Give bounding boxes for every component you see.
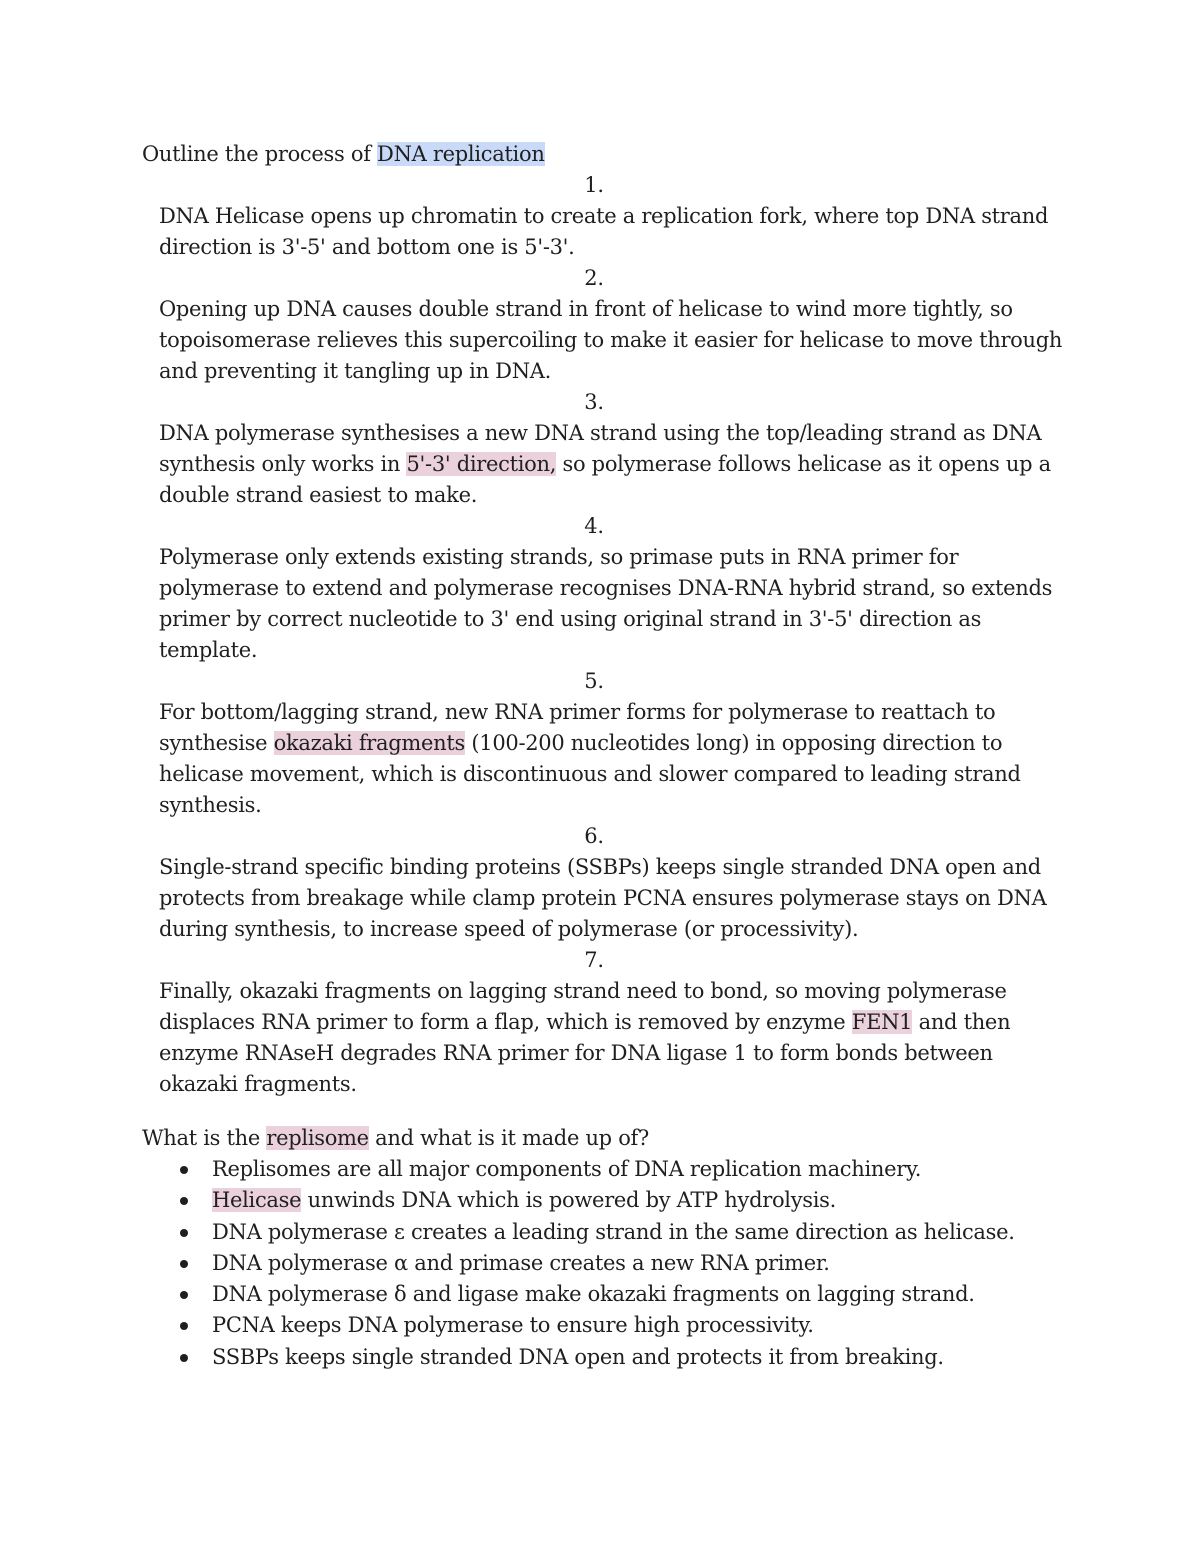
step-number: 7.	[584, 948, 604, 972]
bullet-icon	[180, 1291, 188, 1299]
step-line: DNA Helicase opens up chromatin to create a replication fork, where top DNA strand	[159, 204, 1049, 228]
highlight-helicase: Helicase	[212, 1188, 302, 1213]
list-item	[142, 1342, 1015, 1373]
bullet-icon	[180, 1197, 188, 1205]
question-text: and what is it made up of?	[368, 1126, 649, 1150]
step-line: Polymerase only extends existing strands, so primase puts in RNA primer for	[159, 545, 959, 569]
step-line: DNA polymerase synthesises a new DNA strand using the top/leading strand as DNA	[159, 421, 1042, 445]
step-line: template.	[159, 638, 258, 662]
bullet-icon	[180, 1166, 188, 1174]
step-line: protects from breakage while clamp protein PCNA ensures polymerase stays on DNA	[159, 886, 1047, 910]
step-line: during synthesis, to increase speed of polymerase (or processivity).	[159, 917, 859, 941]
step-line: and preventing it tangling up in DNA.	[159, 359, 552, 383]
step-line: polymerase to extend and polymerase recognises DNA-RNA hybrid strand, so extends	[159, 576, 1053, 600]
step-line-segment: so polymerase follows helicase as it opens up a	[556, 452, 1051, 476]
step-text	[159, 697, 1054, 821]
step-line	[159, 1007, 1054, 1038]
question-replisome	[142, 1123, 649, 1154]
replication-steps	[159, 170, 1063, 1100]
step-number: 6.	[584, 824, 604, 848]
bullet-icon	[180, 1322, 188, 1330]
bullet-text: Replisomes are all major components of DNA replication machinery.	[212, 1157, 922, 1181]
highlight-fen1: FEN1	[851, 1010, 913, 1034]
step-line-segment: displaces RNA primer to form a flap, which is removed by enzyme	[159, 1010, 852, 1034]
step-line: helicase movement, which is discontinuous and slower compared to leading strand	[159, 762, 1021, 786]
bullet-text: DNA polymerase α and primase creates a new RNA primer.	[212, 1250, 830, 1275]
step-line: primer by correct nucleotide to 3' end using original strand in 3'-5' direction as	[159, 607, 982, 631]
bullet-text: SSBPs keeps single stranded DNA open and protects it from breaking.	[212, 1344, 944, 1369]
bullet-icon	[180, 1354, 188, 1362]
list-item	[142, 1310, 1015, 1341]
list-item	[142, 1217, 1015, 1248]
bullet-text: DNA polymerase δ and ligase make okazaki fragments on lagging strand.	[212, 1282, 975, 1307]
step-line: okazaki fragments.	[159, 1072, 357, 1096]
step-line: synthesis.	[159, 793, 262, 817]
bullet-text: PCNA keeps DNA polymerase to ensure high processivity.	[212, 1313, 814, 1338]
step-text	[159, 201, 1054, 263]
step-line: direction is 3'-5' and bottom one is 5'-3'.	[159, 235, 575, 259]
question-text: What is the	[142, 1126, 267, 1150]
step-line: Finally, okazaki fragments on lagging strand need to bond, so moving polymerase	[159, 979, 1007, 1003]
step-number: 4.	[584, 514, 604, 538]
step-line	[159, 728, 1054, 759]
highlight-okazaki-fragments: okazaki fragments	[273, 731, 465, 755]
list-item	[142, 1279, 1015, 1310]
step-line: Opening up DNA causes double strand in front of helicase to wind more tightly, so	[159, 297, 1013, 321]
step-number: 3.	[584, 390, 604, 414]
bullet-icon	[180, 1260, 188, 1268]
list-item	[142, 1248, 1015, 1279]
step-text	[159, 976, 1054, 1100]
list-item	[142, 1154, 1015, 1185]
step-line-segment: synthesise	[159, 731, 274, 755]
step-text	[159, 542, 1054, 666]
list-item	[142, 1185, 1015, 1216]
step-text	[159, 418, 1054, 511]
replisome-bullet-list	[142, 1154, 1015, 1373]
bullet-text: unwinds DNA which is powered by ATP hydrolysis.	[301, 1188, 837, 1213]
step-line-segment: synthesis only works in	[159, 452, 407, 476]
highlight-direction: 5'-3' direction,	[406, 452, 557, 476]
step-line	[159, 449, 1054, 480]
step-number: 2.	[584, 266, 604, 290]
step-text	[159, 852, 1054, 945]
question-dna-replication	[142, 139, 545, 170]
step-line: topoisomerase relieves this supercoiling to make it easier for helicase to move through	[159, 328, 1063, 352]
highlight-dna-replication: DNA replication	[377, 142, 545, 166]
bullet-text: DNA polymerase ε creates a leading strand in the same direction as helicase.	[212, 1219, 1015, 1244]
highlight-replisome: replisome	[266, 1126, 369, 1150]
step-line-segment: (100-200 nucleotides long) in opposing direction to	[465, 731, 1003, 755]
step-text	[159, 294, 1063, 387]
step-line: enzyme RNAseH degrades RNA primer for DNA ligase 1 to form bonds between	[159, 1041, 993, 1065]
step-number: 5.	[584, 669, 604, 693]
question-text: Outline the process of	[142, 142, 378, 166]
step-line: double strand easiest to make.	[159, 483, 478, 507]
step-line-segment: and then	[912, 1010, 1011, 1034]
step-line: For bottom/lagging strand, new RNA primer forms for polymerase to reattach to	[159, 700, 996, 724]
step-number: 1.	[584, 173, 604, 197]
bullet-icon	[180, 1229, 188, 1237]
step-line: Single-strand specific binding proteins (SSBPs) keeps single stranded DNA open and	[159, 855, 1041, 879]
